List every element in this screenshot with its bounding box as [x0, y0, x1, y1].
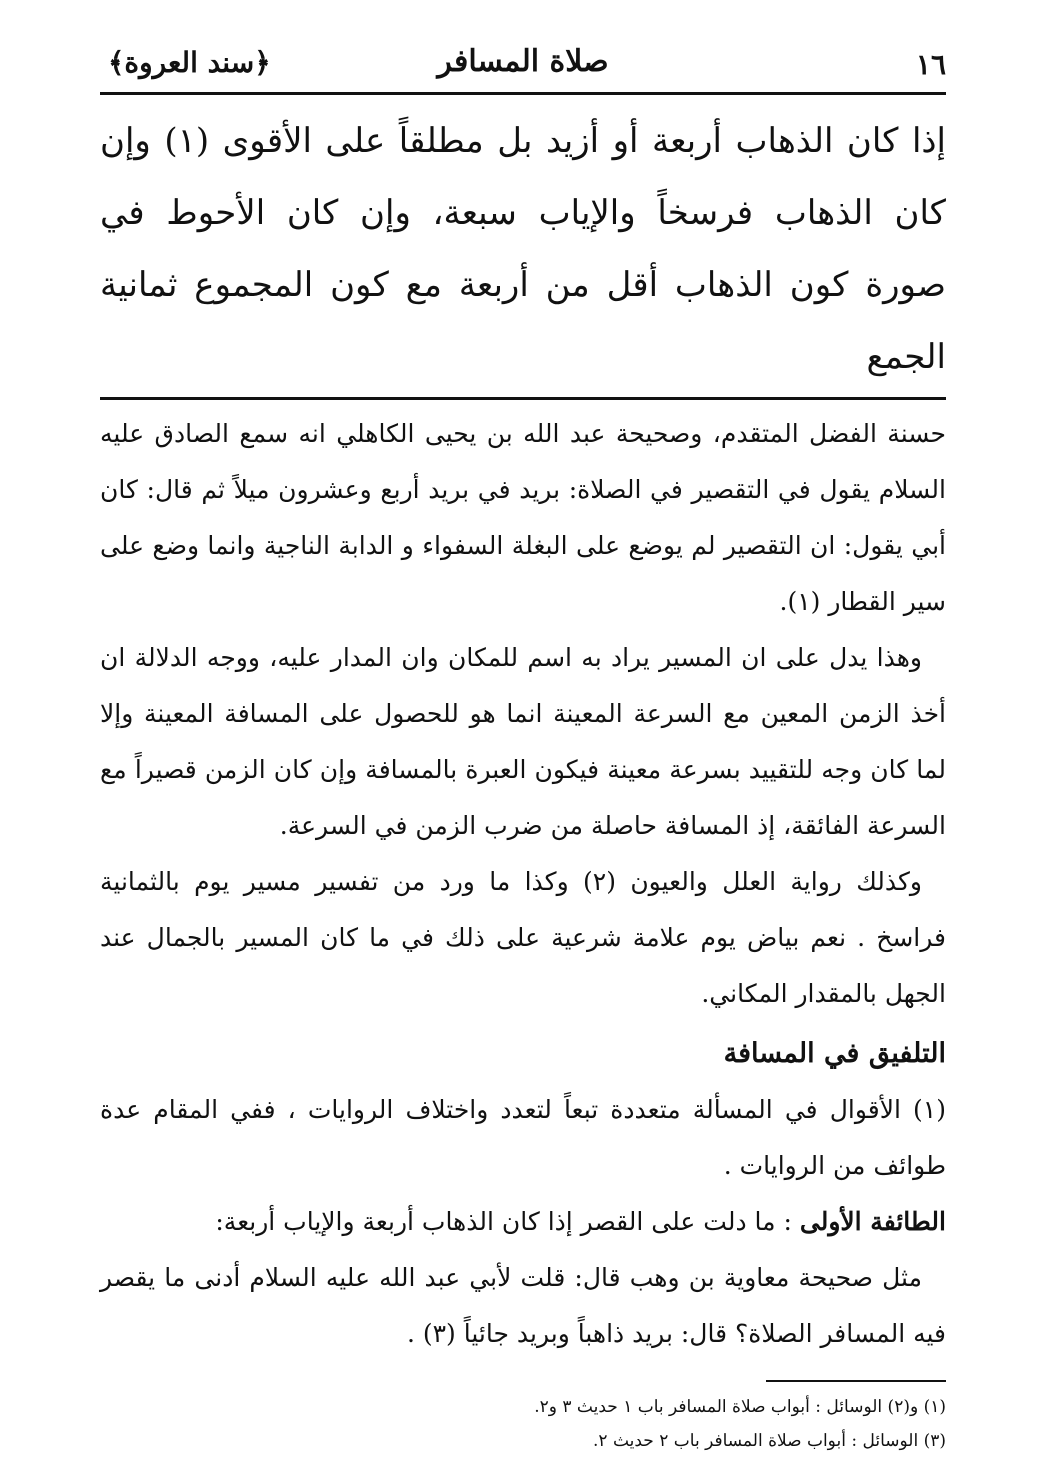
commentary-paragraph-6: مثل صحيحة معاوية بن وهب قال: قلت لأبي عبد الله عليه السلام أدنى ما يقصر فيه المسافر الصلاة؟ قال: بريد ذاهباً وبريد جائياً (٣) .	[100, 1263, 946, 1348]
footnotes	[100, 1390, 946, 1458]
footnote-divider	[766, 1380, 946, 1382]
text-divider	[100, 397, 946, 400]
commentary-paragraph-1: حسنة الفضل المتقدم، وصحيحة عبد الله بن يحيى الكاهلي انه سمع الصادق عليه السلام يقول في التقصير في الصلاة: بريد في بريد أربع وعشرون ميلاً ثم قال: كان أبي يقول: ان التقصير لم يوضع على البغلة السفواء و الدابة الناجية وانما وضع على سير القطار (١).	[100, 419, 946, 616]
first-group-label: الطائفة الأولى	[799, 1207, 946, 1236]
page-header	[100, 40, 946, 95]
commentary-paragraph-2: وهذا يدل على ان المسير يراد به اسم للمكان وان المدار عليه، ووجه الدلالة ان أخذ الزمن المعين مع السرعة المعينة انما هو للحصول على المسافة المعينة وإلا لما كان وجه للتقييد بسرعة معينة فيكون العبرة بالمسافة وإن كان الزمن قصيراً مع السرعة الفائقة، إذ المسافة حاصلة من ضرب الزمن في السرعة.	[100, 643, 946, 840]
footnote-2: (٣) الوسائل : أبواب صلاة المسافر باب ٢ حديث ٢.	[593, 1431, 946, 1451]
document-page	[100, 40, 946, 1458]
commentary-paragraph-5	[100, 1194, 946, 1250]
page-number: ١٦	[915, 48, 946, 81]
commentary-paragraph-4: (١) الأقوال في المسألة متعددة تبعاً لتعدد واختلاف الروايات ، ففي المقام عدة طوائف من الروايات .	[100, 1095, 946, 1180]
book-title: ﴿سند العروة﴾	[108, 46, 271, 79]
main-text: إذا كان الذهاب أربعة أو أزيد بل مطلقاً على الأقوى (١) وإن كان الذهاب فرسخاً والإياب سبعة، وإن كان الأحوط في صورة كون الذهاب أقل من أربعة مع كون المجموع ثمانية الجمع	[100, 121, 946, 377]
footnote-1: (١) و(٢) الوسائل : أبواب صلاة المسافر باب ١ حديث ٣ و٢.	[534, 1397, 946, 1417]
first-group-text: : ما دلت على القصر إذا كان الذهاب أربعة والإياب أربعة:	[215, 1207, 800, 1236]
commentary	[100, 406, 946, 1362]
chapter-title: صلاة المسافر	[437, 44, 609, 79]
section-heading: التلفيق في المسافة	[723, 1038, 946, 1069]
commentary-paragraph-3: وكذلك رواية العلل والعيون (٢) وكذا ما ورد من تفسير مسير يوم بالثمانية فراسخ . نعم بياض يوم علامة شرعية على ذلك في ما كان المسير بالجمال عند الجهل بالمقدار المكاني.	[100, 867, 946, 1008]
